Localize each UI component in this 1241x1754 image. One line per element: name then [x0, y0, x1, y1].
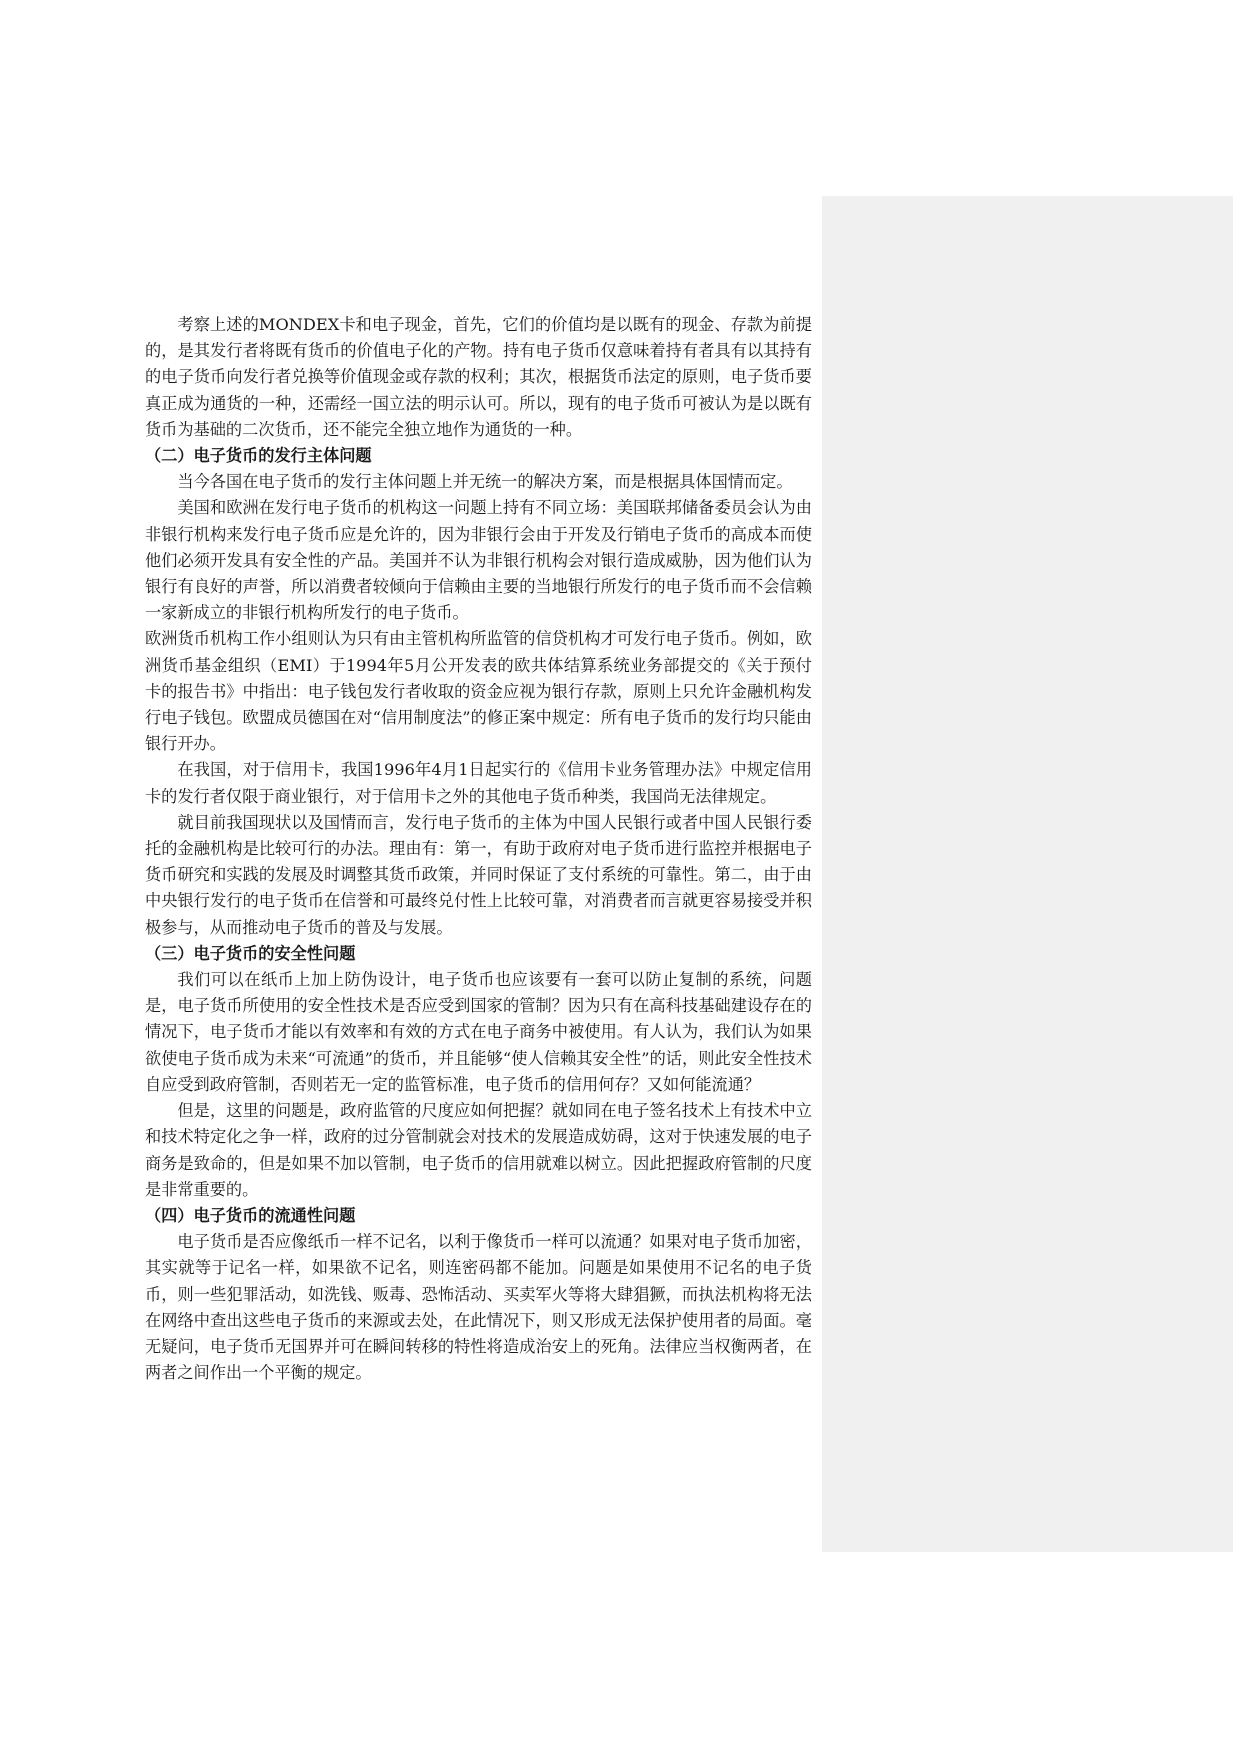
paragraph: 我们可以在纸币上加上防伪设计，电子货币也应该要有一套可以防止复制的系统，问题是，电子货币所使用的安全性技术是否应受到国家的管制？因为只有在高科技基础建设存在的情况下，电子货币才能以有效率和有效的方式在电子商务中被使用。有人认为，我们认为如果欲使电子货币成为未来“可流通”的货币，并且能够“使人信赖其安全性”的话，则此安全性技术自应受到政府管制，否则若无一定的监管标准，电子货币的信用何存？又如何能流通？ [145, 970, 812, 1094]
section-heading: （二）电子货币的发行主体问题 [145, 446, 372, 466]
paragraph: 在我国，对于信用卡，我国1996年4月1日起实行的《信用卡业务管理办法》中规定信用卡的发行者仅限于商业银行，对于信用卡之外的其他电子货币种类，我国尚无法律规定。 [145, 760, 812, 806]
paragraph: 考察上述的MONDEX卡和电子现金，首先，它们的价值均是以既有的现金、存款为前提的，是其发行者将既有货币的价值电子化的产物。持有电子货币仅意味着持有者具有以其持有的电子货币向发行者兑换等价值现金或存款的权利；其次，根据货币法定的原则，电子货币要真正成为通货的一种，还需经一国立法的明示认可。所以，现有的电子货币可被认为是以既有货币为基础的二次货币，还不能完全独立地作为通货的一种。 [145, 315, 812, 439]
section-heading: （三）电子货币的安全性问题 [145, 943, 356, 963]
comment-pane [822, 196, 1233, 1552]
paragraph: 电子货币是否应像纸币一样不记名，以利于像货币一样可以流通？如果对电子货币加密，其实就等于记名一样，如果欲不记名，则连密码都不能加。问题是如果使用不记名的电子货币，则一些犯罪活动，如洗钱、贩毒、恐怖活动、买卖军火等将大肆猖獗，而执法机构将无法在网络中查出这些电子货币的来源或去处，在此情况下，则又形成无法保护使用者的局面。毫无疑问，电子货币无国界并可在瞬间转移的特性将造成治安上的死角。法律应当权衡两者，在两者之间作出一个平衡的规定。 [145, 1232, 812, 1383]
paragraph: 但是，这里的问题是，政府监管的尺度应如何把握？就如同在电子签名技术上有技术中立和技术特定化之争一样，政府的过分管制就会对技术的发展造成妨碍，这对于快速发展的电子商务是致命的，但是如果不加以管制，电子货币的信用就难以树立。因此把握政府管制的尺度是非常重要的。 [145, 1101, 812, 1199]
section-heading: （四）电子货币的流通性问题 [145, 1205, 356, 1225]
document-body [145, 312, 812, 1386]
paragraph: 当今各国在电子货币的发行主体问题上并无统一的解决方案，而是根据具体国情而定。 [177, 472, 793, 492]
paragraph: 美国和欧洲在发行电子货币的机构这一问题上持有不同立场：美国联邦储备委员会认为由非银行机构来发行电子货币应是允许的，因为非银行会由于开发及行销电子货币的高成本而使他们必须开发具有安全性的产品。美国并不认为非银行机构会对银行造成威胁，因为他们认为银行有良好的声誉，所以消费者较倾向于信赖由主要的当地银行所发行的电子货币而不会信赖一家新成立的非银行机构所发行的电子货币。 [145, 498, 812, 623]
paragraph: 欧洲货币机构工作小组则认为只有由主管机构所监管的信贷机构才可发行电子货币。例如，欧洲货币基金组织（EMI）于1994年5月公开发表的欧共体结算系统业务部提交的《关于预付卡的报告书》中指出：电子钱包发行者收取的资金应视为银行存款，原则上只允许金融机构发行电子钱包。欧盟成员德国在对“信用制度法”的修正案中规定：所有电子货币的发行均只能由银行开办。 [145, 629, 812, 754]
paragraph: 就目前我国现状以及国情而言，发行电子货币的主体为中国人民银行或者中国人民银行委托的金融机构是比较可行的办法。理由有：第一，有助于政府对电子货币进行监控并根据电子货币研究和实践的发展及时调整其货币政策，并同时保证了支付系统的可靠性。第二，由于由中央银行发行的电子货币在信誉和可最终兑付性上比较可靠，对消费者而言就更容易接受并积极参与，从而推动电子货币的普及与发展。 [145, 812, 812, 937]
